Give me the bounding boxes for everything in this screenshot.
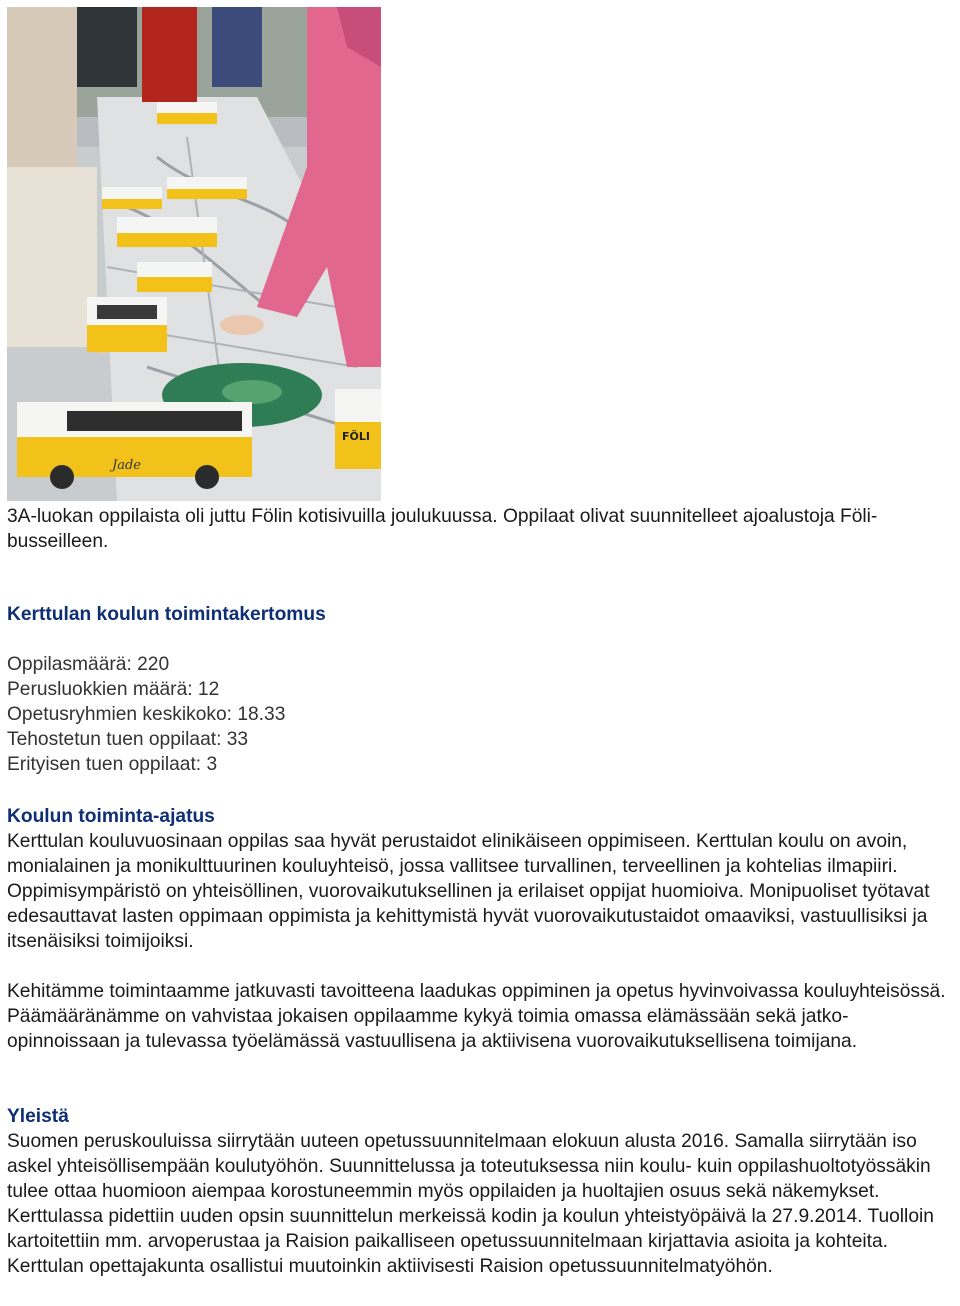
mission-heading: Koulun toiminta-ajatus [7,806,215,827]
stat-intensified-support: Tehostetun tuen oppilaat: 33 [7,729,249,750]
mission-paragraph: Kerttulan kouluvuosinaan oppilas saa hyvät perustaidot elinikäiseen oppimiseen. Kerttulan koulu on avoin, monialainen ja monikulttuurinen kouluyhteisö, jossa vallitsee turvallinen, terveellinen ja kohtelias ilmapiiri. Oppimisympäristö on yhteisöllinen, vuorovaikutuksellinen ja erilaiset oppijat huomioiva. Monipuoliset työtavat edesauttavat lasten oppimaan oppimista ja kehittymistä hyvät vuorovaikutustaidot omaaviksi, vastuullisiksi ja itsenäisiksi toimijoiksi. [7,831,930,952]
photo-caption: 3A-luokan oppilaista oli juttu Fölin kotisivuilla joulukuussa. Oppilaat olivat suunnitelleet ajoalustoja Föli-busseilleen. [7,506,878,552]
general-paragraph: Suomen peruskouluissa siirrytään uuteen opetussuunnitelmaan elokuun alusta 2016. Samalla siirrytään iso askel yhteisöllisempään koulutyöhön. Suunnittelussa ja toteutuksessa niin koulu- kuin oppilashuoltotyössäkin tulee ottaa huomioon aiempaa korostuneemmin myös oppilaiden ja huoltajien osuus sekä näkemykset. Kerttulassa pidettiin uuden opsin suunnittelun merkeissä kodin ja koulun yhteistyöpäivä la 27.9.2014. Tuolloin kartoitettiin mm. arvoperustaa ja Raision paikalliseen opetussuunnitelmaan kirjattavia asioita ja kohteita. Kerttulan opettajakunta osallistui muutoinkin aktiivisesti Raision opetussuunnitelmatyöhön. [7,1131,934,1277]
stat-students: Oppilasmäärä: 220 [7,654,170,675]
stat-group-size: Opetusryhmien keskikoko: 18.33 [7,704,286,725]
bus-foli-label: FÖLI [342,430,370,443]
bus-jade-label: Jade [112,458,141,473]
goal-paragraph: Kehitämme toimintaamme jatkuvasti tavoitteena laadukas oppiminen ja opetus hyvinvoivassa kouluyhteisössä. Päämääränämme on vahvistaa jokaisen oppilaamme kykyä toimia omassa elämässään sekä jatko-opinnoissaan ja tulevassa työelämässä vastuullisena ja aktiivisena vuorovaikutuksellisena toimijana. [7,981,946,1052]
stat-classes: Perusluokkien määrä: 12 [7,679,220,700]
stat-special-support: Erityisen tuen oppilaat: 3 [7,754,218,775]
stats-list [7,652,953,777]
photo-illustration [7,7,381,501]
report-title: Kerttulan koulun toimintakertomus [7,604,326,625]
general-heading: Yleistä [7,1106,69,1127]
classroom-photo [7,7,381,501]
